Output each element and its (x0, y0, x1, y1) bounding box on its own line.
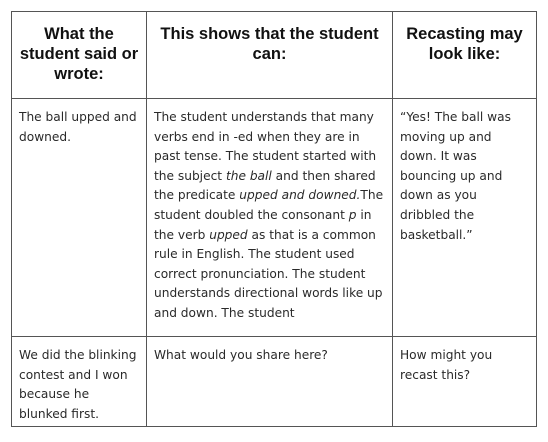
cell-student-can (147, 99, 393, 337)
text-run: as that is a common rule in English. The student used correct pronunciation. The student understands directional words like up and down. The student (154, 227, 383, 320)
italic-consonant: p (348, 207, 357, 222)
recasting-table (11, 11, 537, 427)
header-student-said: What the student said or wrote: (12, 12, 147, 99)
header-student-can: This shows that the student can: (147, 12, 393, 99)
italic-subject: the ball (225, 168, 272, 183)
header-recasting: Recasting may look like: (393, 12, 537, 99)
header-row (12, 12, 537, 99)
italic-predicate: upped and downed. (239, 188, 361, 203)
italic-verb: upped (209, 227, 248, 242)
table-row (12, 99, 537, 337)
text-run: in the verb (154, 207, 372, 242)
table-row (12, 337, 537, 427)
cell-student-said: We did the blinking contest and I won because he blunked first. (12, 337, 147, 427)
cell-recasting: “Yes! The ball was moving up and down. It was bouncing up and down as you dribbled the basketball.” (393, 99, 537, 337)
cell-recasting: How might you recast this? (393, 337, 537, 427)
text-run: and then shared the predicate (154, 168, 376, 203)
text-run: The student understands that many verbs end in -ed when they are in past tense. The student started with the subject (154, 110, 377, 183)
text-run: The student doubled the consonant (154, 188, 384, 222)
cell-student-can: What would you share here? (147, 337, 393, 427)
cell-student-said: The ball upped and downed. (12, 99, 147, 337)
